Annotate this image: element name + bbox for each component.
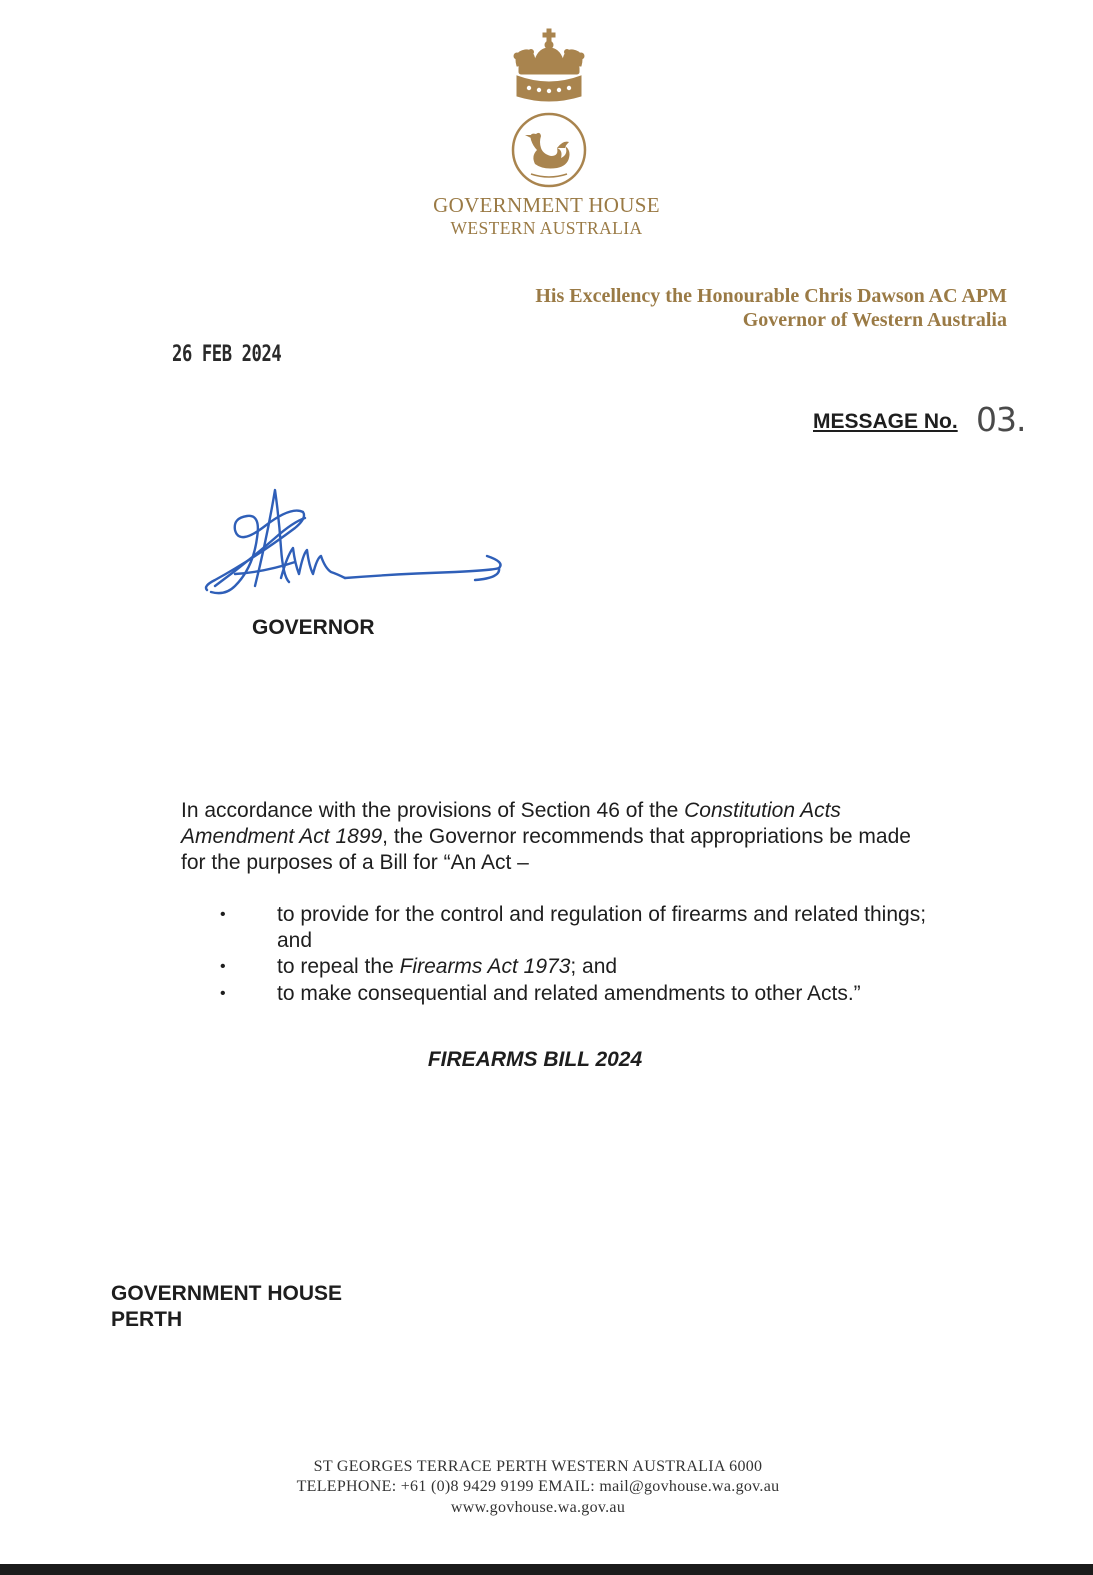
footer-contact: TELEPHONE: +61 (0)8 9429 9199 EMAIL: mail@govhouse.wa.gov.au: [296, 1478, 780, 1495]
intro-text-1: Constitution Acts Amendment Act 1899: [181, 799, 841, 848]
list-item-text: to provide for the control and regulation of firearms and related things; and: [277, 903, 927, 952]
black-swan-seal-icon: [509, 110, 589, 190]
signatory-role: GOVERNOR: [252, 616, 375, 639]
bullet-icon: •: [220, 906, 226, 923]
bottom-edge-bar: [0, 1564, 1093, 1575]
place-line-1: GOVERNMENT HOUSE: [111, 1282, 343, 1305]
date-stamp: 26 FEB 2024: [172, 342, 282, 367]
bullet-icon: •: [220, 958, 226, 975]
sender-title: Governor of Western Australia: [742, 309, 1007, 331]
signature-icon: [195, 478, 515, 608]
letterhead-title: GOVERNMENT HOUSE: [433, 193, 660, 217]
bullet-icon: •: [220, 985, 226, 1002]
message-number: 03.: [976, 400, 1026, 439]
letterhead-subtitle: WESTERN AUSTRALIA: [450, 218, 643, 238]
place-line-2: PERTH: [111, 1308, 183, 1331]
intro-text-0: In accordance with the provisions of Section 46 of the: [181, 799, 685, 822]
list-item-text: to repeal the Firearms Act 1973; and: [277, 955, 618, 978]
bill-title: FIREARMS BILL 2024: [427, 1048, 643, 1071]
footer-website: www.govhouse.wa.gov.au: [450, 1499, 626, 1516]
footer-address: ST GEORGES TERRACE PERTH WESTERN AUSTRALIA 6000: [313, 1458, 763, 1475]
crown-icon: [509, 26, 589, 106]
message-label: MESSAGE No.: [813, 410, 958, 433]
list-item-text: to make consequential and related amendments to other Acts.”: [277, 982, 861, 1005]
recommendation-paragraph: [181, 798, 941, 876]
intro-text-2: , the Governor recommends that appropriations be made for the purposes of a Bill for “An Act –: [181, 825, 911, 874]
sender-name: His Excellency the Honourable Chris Dawson AC APM: [535, 285, 1007, 307]
